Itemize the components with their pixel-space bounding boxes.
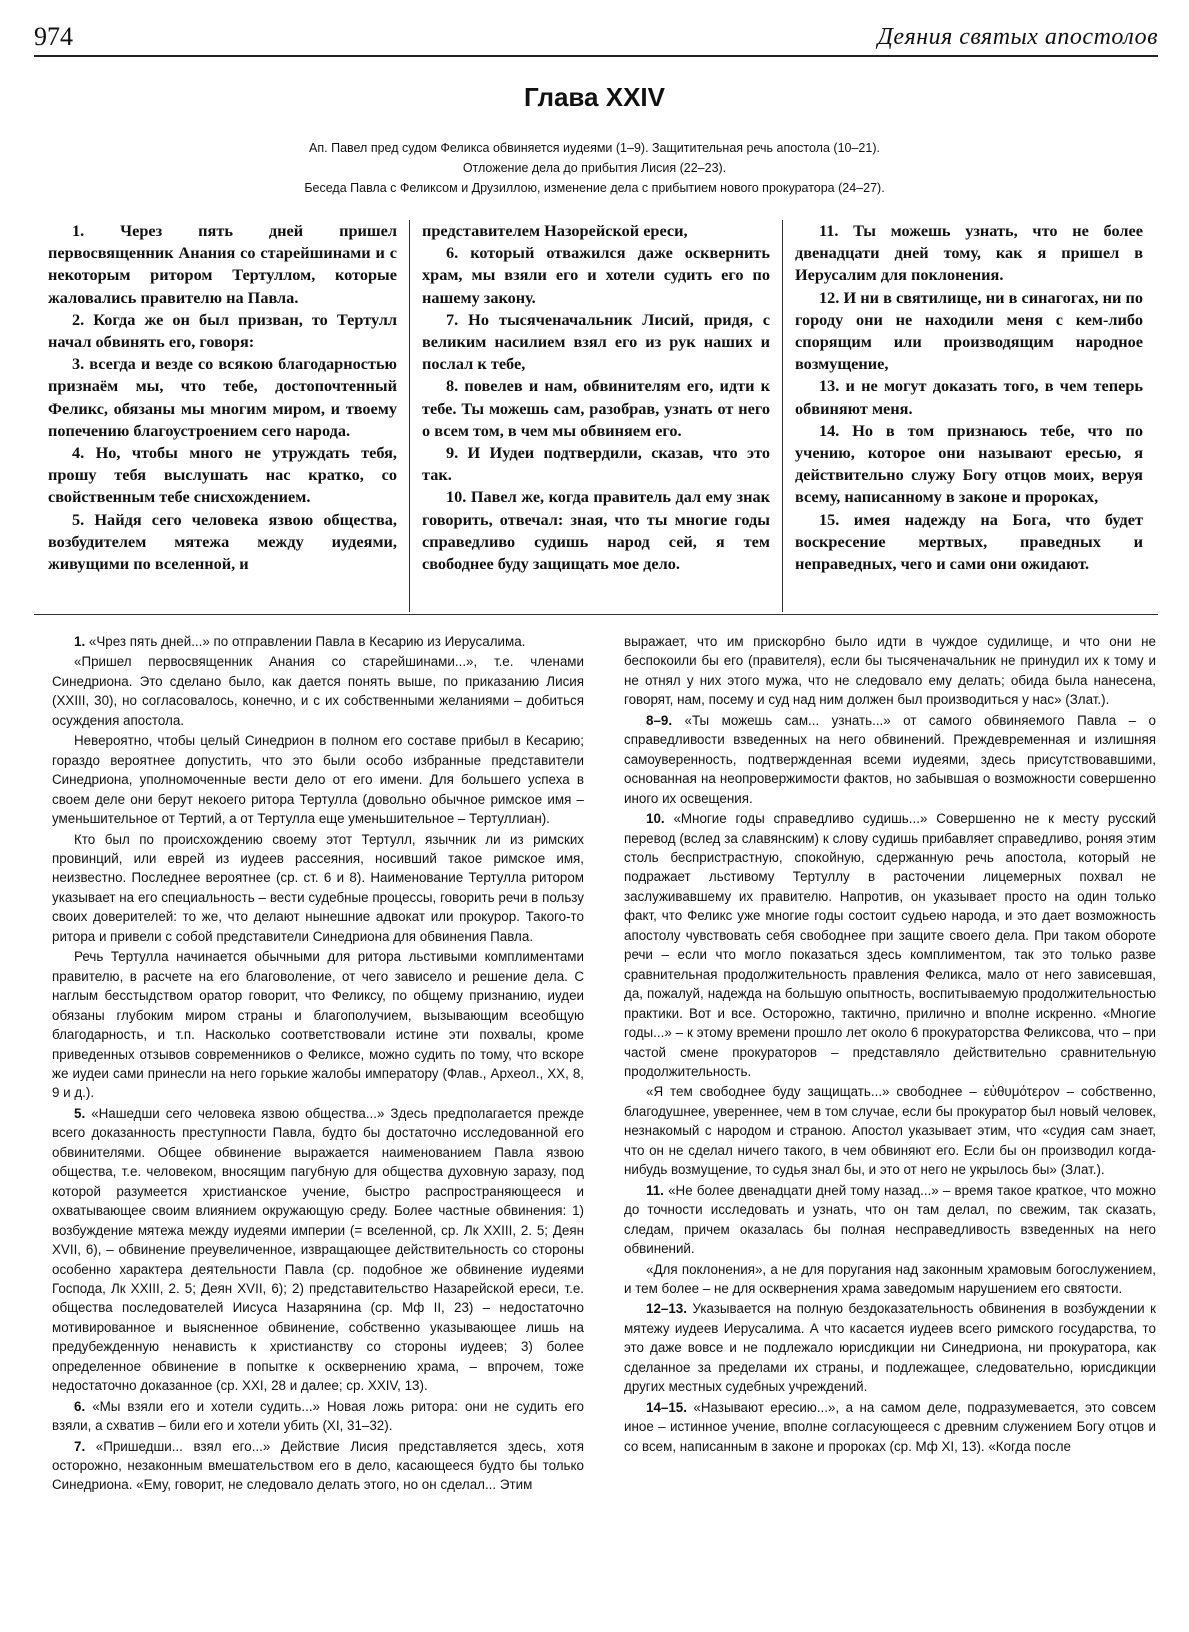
commentary-paragraph [624,809,1156,1081]
commentary-paragraph [52,1397,584,1436]
verse: 5. Найдя сего человека язвою общества, возбудителем мятежа между иудеями, живущими по вселенной, и [48,509,397,574]
chapter-title: Глава XXIV [524,82,665,112]
commentary-text: «Не более двенадцати дней тому назад...» – время такое краткое, что можно до точности исследовать и узнать, что он там делал, по свежим, так сказать, следам, причем оказалась бы полная несправедливость взведенных на него обвинений. [624,1182,1156,1257]
verse: 7. Но тысяченачальник Лисий, придя, с великим насилием взял его из рук наших и послал к тебе, [422,309,770,374]
verse-column-1 [36,220,409,612]
section-divider [34,614,1158,615]
commentary-text: «Мы взяли его и хотели судить...» Новая ложь ритора: они не судить его взяли, а схватив – били его и хотели убить (XI, 31–32). [52,1398,584,1434]
verse: 4. Но, чтобы много не утруждать тебя, прошу тебя выслушать нас кратко, со свойственным тебе снисхождением. [48,443,397,507]
commentary-text: «Чрез пять дней...» по отправлении Павла в Кесарию из Иерусалима. [88,634,526,649]
commentary-text: «Многие годы справедливо судишь...» Совершенно не к месту русский перевод (вслед за славянским) к слову судишь прибавляет справедливо, роняя этим столь беспристрастную, спокойную, сдержанную речь апостола, который не подражает льстивому Тертуллу в расточении лицемерных похвал не заслуживавшему их правителю. Напротив, он указывает просто на один только факт, что Феликс уже многие годы состоит судьею народа, и это дает возможность апостолу чувствовать себя свободнее при защите своего дела. При таком обороте речи – если что могло показаться здесь комплиментом, так это только разве сравнительная продолжительность правления Феликса, мало от него зависевшая, да, пожалуй, надежда на большую опытность, воспитываемую продолжительностью практики. Вот и все. Осторожно, тактично, прилично и вполне искренно. «Многие годы...» – к этому времени прошло лет около 6 прокураторства Феликсова, что – при частой смене прокураторов – представляло действительно сравнительную продолжительность. [624,811,1156,1079]
verse: 11. Ты можешь узнать, что не более двенадцати дней тому, как я пришел в Иерусалим для поклонения. [795,221,1143,285]
verse-column-2 [409,220,782,612]
verse: 10. Павел же, когда правитель дал ему знак говорить, отвечал: зная, что ты многие годы справедливо судишь народ сей, я тем свободнее буду защищать мое дело. [422,487,770,574]
commentary-paragraph [624,711,1156,808]
summary-line: Отложение дела до прибытия Лисия (22–23). [462,161,727,175]
commentary-paragraph [52,947,584,1103]
commentary-paragraph [52,1437,584,1495]
verse-ref: 12–13. [646,1301,687,1317]
verse-ref: 6. [74,1398,86,1414]
summary-line: Беседа Павла с Феликсом и Друзиллою, изменение дела с прибытием нового прокуратора (24–27). [304,181,885,195]
commentary-paragraph [52,830,584,947]
verse-column-3 [782,220,1155,612]
commentary-text: Невероятно, чтобы целый Синедрион в полном его составе прибыл в Кесарию; гораздо вероятнее допустить, что это были особо избранные представители Синедриона, уполномоченные вести дело от его имени. Для большего успеха в своем деле они берут некоего ритора Тертулла (довольно обычное римское имя – уменьшительное от Тертий, а от Тертулла еще уменьшительное – Тертуллиан). [52,733,584,827]
commentary-paragraph [624,1082,1156,1179]
commentary-paragraph [52,1104,584,1396]
scripture-text [36,220,1158,612]
commentary-paragraph [52,652,584,730]
commentary-text: «Нашедши сего человека язвою общества...» Здесь предполагается прежде всего доказанность преступности Павла, будто бы достаточно исследованной его обвинителями. Общее обвинение выражается наименованием Павла язвою общества, т.е. человеком, вносящим пагубную для общества духовную заразу, под которой разумеется христианское учение, быстро распространяющееся и охватывающее своим влиянием окружающую среду. Более частные обвинения: 1) возбуждение мятежа между иудеями империи (= вселенной, ср. Лк XXIII, 2. 5; Деян XVII, 6), – обвинение преувеличенное, извращающее действительность со стороны особенно характера деятельности Павла (ср. подобное же обвинение иудеями Господа, Лк XXIII, 2. 5; Деян XVII, 6); 2) представительство Назарейской ереси, т.е. общества последователей Иисуса Назарянина (ср. Мф II, 23) – недостаточно мотивированное и выясненное обвинение, собственно указывающее лишь на предубежденную ненависть к христианству со стороны иудеев; 3) более определенное обвинение в попытке к осквернению храма, – впрочем, тоже недостаточно доказанное (ср. XXI, 28 и далее; ср. XXIV, 13). [52,1105,584,1394]
commentary-text: «Ты можешь сам... узнать...» от самого обвиняемого Павла – о справедливости взведенных на него обвинений. Преждевременная и излишняя самоуверенность, подтвержденная всеми иудеями, здесь присутствовавшими, основанная на неопровержимости фактов, но забывшая о возможности совершенно иного их освещения. [624,712,1156,806]
chapter-summary [120,138,1069,198]
commentary-paragraph [624,632,1156,710]
commentary-paragraph [52,632,584,651]
commentary-paragraph [624,1398,1156,1456]
commentary-text: «Пришедши... взял его...» Действие Лисия представляется здесь, хотя осторожно, незаконным вмешательством его в дело, касающееся будто бы только Синедриона. «Ему, говорит, не следовало делать этого, но он сделал... Этим [52,1438,584,1493]
commentary-text: Кто был по происхождению своему этот Тертулл, язычник ли из римских провинций, или еврей из иудеев рассеяния, носивший такое римское имя, неизвестно. Последнее вероятнее (ср. ст. 6 и 8). Наименование Тертулла ритором указывает на его специальность – вести судебные процессы, говорить речи в пользу своих доверителей: то же, что делают нынешние адвокат или прокурор. Такого-то ритора и привели с собой представители Синедриона для обвинения Павла. [52,831,584,944]
commentary-paragraph [624,1299,1156,1396]
commentary-text: выражает, что им прискорбно было идти в чуждое судилище, и что они не беспокоили бы его (правителя), если бы тысяченачальник не принудил их к тому и не отнял у них этого мужа, что не следовало ему делать; обида была нанесена, говорят, нам, посему и суд над ним должен был производиться у нас» (Злат.). [624,634,1156,708]
commentary-paragraph [52,731,584,828]
verse-ref: 1. [74,634,86,649]
verse: 14. Но в том признаюсь тебе, что по учению, которое они называют ересью, я действительно служу Богу отцов моих, веруя всему, написанному в законе и пророках, [795,420,1143,507]
verse-ref: 7. [74,1438,86,1454]
commentary-text: «Для поклонения», а не для поругания над законным храмовым богослужением, и тем более – не для осквернения храма заведомым нарушением его святости. [624,1261,1156,1296]
verse: 9. И Иудеи подтвердили, сказав, что это так. [422,443,770,485]
commentary-text: «Я тем свободнее буду защищать...» свободнее – εὐθυμότερον – собственно, благодушнее, увереннее, чем в том случае, если бы прокуратор был новый человек, незнакомый с народом и страною. Апостол указывает этим, что «судия сам знает, что он не сделал ничего такого, в чем обвиняют его. Если бы он производил когда-нибудь возмущение, то судья знал бы, и это от него не укрылось бы» (Злат.). [624,1084,1156,1178]
commentary-text: «Пришел первосвященник Анания со старейшинами...», т.е. членами Синедриона. Это сделано было, как дается понять выше, по приказанию Лисия (XXIII, 30), но согласовалось, конечно, и с их собственными желаниями – добиться осуждения апостола. [52,654,584,728]
verse: представителем Назорейской ереси, [422,221,688,240]
commentary-column-left [52,632,584,1622]
commentary-text: «Называют ересию...», а на самом деле, подразумевается, это совсем иное – истинное учение, вполне согласующееся с древним служением Богу отцов и со всем, написанным в законе и пророках (ср. Мф XI, 13). «Когда после [624,1399,1156,1454]
verse-ref: 10. [646,811,665,827]
verse: 1. Через пять дней пришел первосвященник Анания со старейшинами и с некоторым ритором Тертуллом, которые жаловались правителю на Павла. [48,221,397,307]
verse-ref: 11. [646,1182,664,1198]
verse: 13. и не могут доказать того, в чем теперь обвиняют меня. [795,376,1143,418]
page-number: 974 [34,22,73,51]
verse: 3. всегда и везде со всякою благодарностью признаём мы, что тебе, достопочтенный Феликс, обязаны мы многим миром, и твоему попечению благоустроением сего народа. [48,354,397,440]
verse: 12. И ни в святилище, ни в синагогах, ни по городу они не находили меня с кем-либо спорящим или производящим народное возмущение, [795,287,1143,374]
commentary-paragraph [624,1260,1156,1299]
verse: 8. повелев и нам, обвинителям его, идти к тебе. Ты можешь сам, разобрав, узнать от него о всем том, в чем мы обвиняем его. [422,376,770,440]
verse: 2. Когда же он был призван, то Тертулл начал обвинять его, говоря: [48,309,397,352]
commentary-column-right [624,632,1156,1622]
commentary-text: Указывается на полную бездоказательность обвинения в возбуждении к мятежу иудеев Иерусалима. А что касается иудеев всего римского государства, то это даже вовсе и не подлежало юрисдикции ни Синедриона, ни прокуратора, как сделанное за пределами их страны, и подлежащее, следовательно, юрисдикции других местных судебных учреждений. [624,1301,1156,1395]
verse-ref: 8–9. [646,712,673,728]
verse-ref: 5. [74,1105,86,1121]
summary-line: Ап. Павел пред судом Феликса обвиняется иудеями (1–9). Защитительная речь апостола (10–21). [309,141,880,155]
verse: 15. имея надежду на Бога, что будет воскресение мертвых, праведных и неправедных, чего и сами они ожидают. [795,509,1143,574]
verse-ref: 14–15. [646,1399,687,1415]
header-rule [34,55,1158,57]
running-header [34,18,1158,58]
commentary-text: Речь Тертулла начинается обычными для ритора льстивыми комплиментами правителю, в расчете на его благоволение, от чего зависело и решение дела. С наглым бесстыдством оратор говорит, что Феликсу, по общему признанию, иудеи обязаны глубоким миром страны и благополучием, вызывающим всеобщую благодарность, и т.п. Насколько соответствовали истине эти похвалы, кроме приведенных отзывов современников о Феликсе, можно судить по тому, что вскоре же иудеи сами принесли на него горькие жалобы императору (Флав., Археол., XX, 8, 9 и д.). [52,949,584,1101]
book-title: Деяния святых апостолов [877,24,1158,50]
commentary-paragraph [624,1181,1156,1259]
commentary [52,632,1156,1622]
verse: 6. который отважился даже осквернить храм, мы взяли его и хотели судить его по нашему закону. [422,243,770,307]
